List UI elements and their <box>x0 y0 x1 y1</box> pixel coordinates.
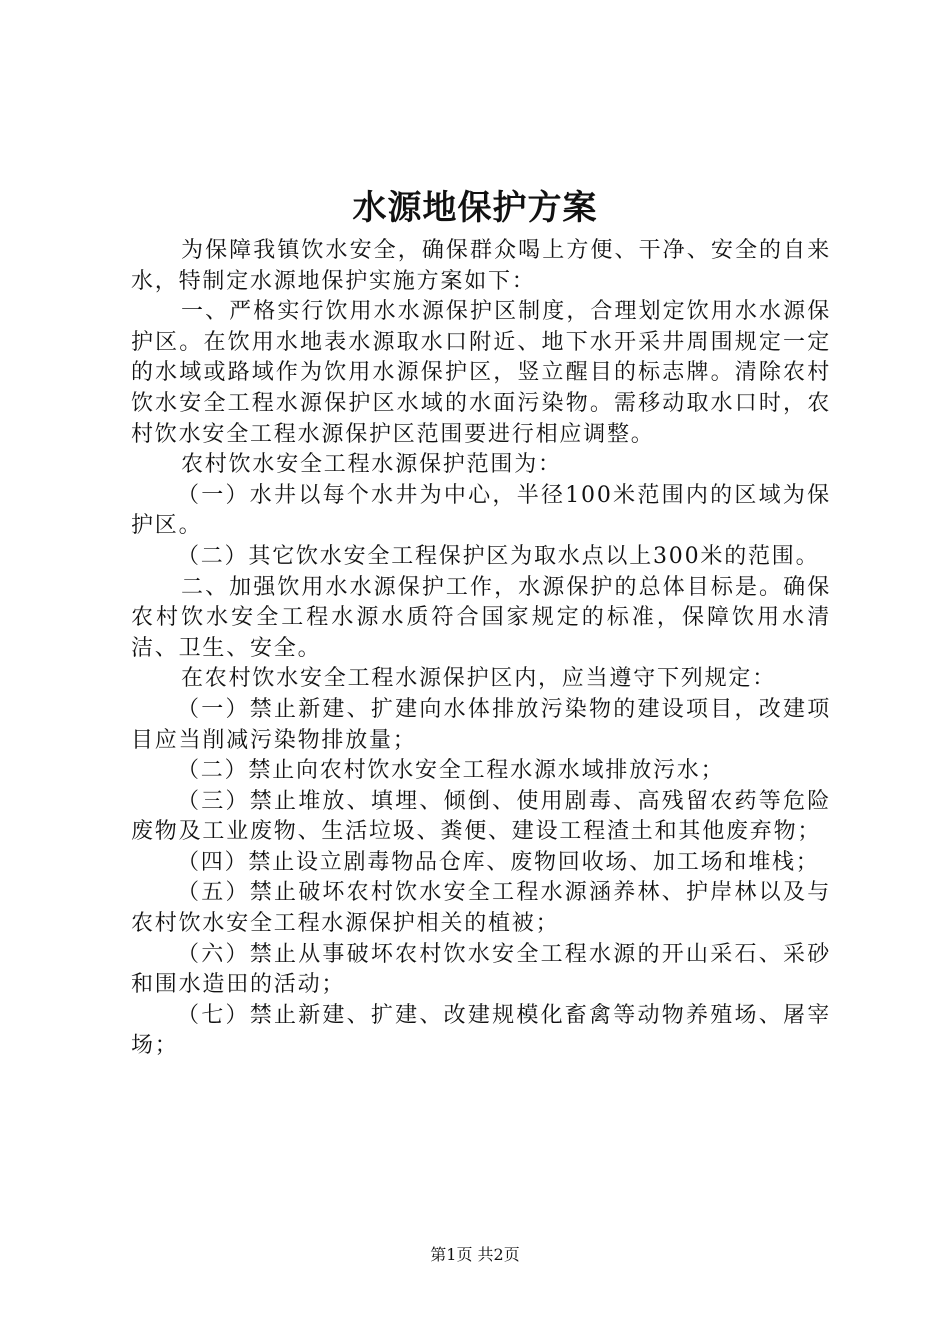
page-footer: 第1页 共2页 <box>430 1245 520 1264</box>
paragraph-rule-4: （四）禁止设立剧毒物品仓库、废物回收场、加工场和堆栈； <box>177 849 820 875</box>
paragraph-scope-heading: 农村饮水安全工程水源保护范围为： <box>181 452 562 478</box>
document-body <box>131 236 831 1062</box>
document-title: 水源地保护方案 <box>352 188 598 228</box>
paragraph-rule-6: （六）禁止从事破坏农村饮水安全工程水源的开山采石、采砂和围水造田的活动； <box>131 941 831 998</box>
paragraph-scope-item-2: （二）其它饮水安全工程保护区为取水点以上300米的范围。 <box>177 543 820 569</box>
paragraph-rule-5: （五）禁止破坏农村饮水安全工程水源涵养林、护岸林以及与农村饮水安全工程水源保护相关的植被； <box>131 880 831 937</box>
paragraph-section-2: 二、加强饮用水水源保护工作，水源保护的总体目标是。确保农村饮水安全工程水源水质符合国家规定的标准，保障饮用水清洁、卫生、安全。 <box>131 574 831 661</box>
paragraph-section-1: 一、严格实行饮用水水源保护区制度，合理划定饮用水水源保护区。在饮用水地表水源取水口附近、地下水开采井周围规定一定的水域或路域作为饮用水源保护区，竖立醒目的标志牌。清除农村饮水安全工程水源保护区水域的水面污染物。需移动取水口时，农村饮水安全工程水源保护区范围要进行相应调整。 <box>131 299 831 447</box>
paragraph-intro: 为保障我镇饮水安全，确保群众喝上方便、干净、安全的自来水，特制定水源地保护实施方案如下： <box>131 238 831 294</box>
paragraph-rules-heading: 在农村饮水安全工程水源保护区内，应当遵守下列规定： <box>181 666 777 692</box>
paragraph-rule-3: （三）禁止堆放、填埋、倾倒、使用剧毒、高残留农药等危险废物及工业废物、生活垃圾、粪便、建设工程渣土和其他废弃物； <box>131 788 831 845</box>
paragraph-rule-2: （二）禁止向农村饮水安全工程水源水域排放污水； <box>177 758 725 784</box>
paragraph-rule-1: （一）禁止新建、扩建向水体排放污染物的建设项目，改建项目应当削减污染物排放量； <box>131 696 831 753</box>
paragraph-scope-item-1: （一）水井以每个水井为中心，半径100米范围内的区域为保护区。 <box>131 482 831 539</box>
paragraph-rule-7: （七）禁止新建、扩建、改建规模化畜禽等动物养殖场、屠宰场； <box>131 1002 831 1059</box>
